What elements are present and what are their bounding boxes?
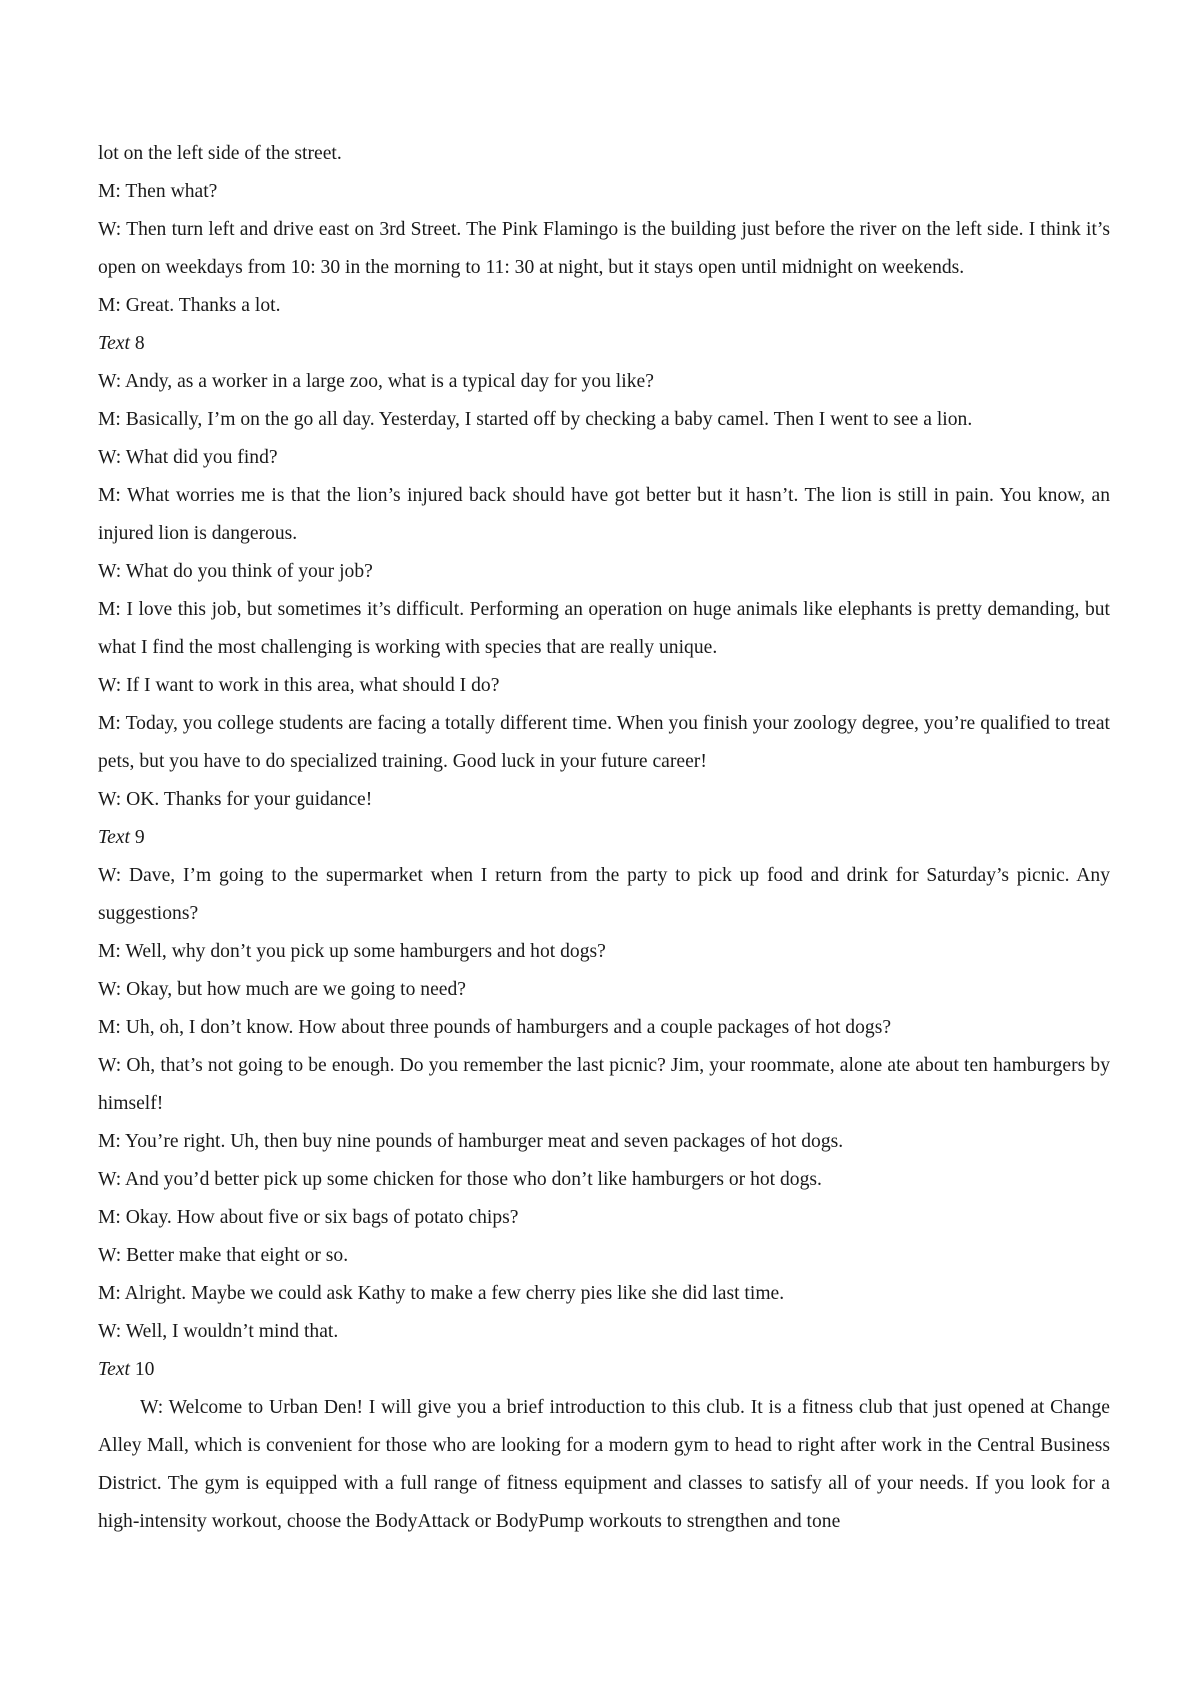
dialogue-line: W: Better make that eight or so. bbox=[98, 1245, 349, 1266]
section-number: 10 bbox=[134, 1359, 155, 1380]
dialogue-line: lot on the left side of the street. bbox=[98, 143, 342, 164]
dialogue-line: M: Today, you college students are facing a totally different time. When you finish your zoology degree, you’re qualified to treat pets, but you have to do specialized training. Good luck in your future career! bbox=[98, 713, 1110, 772]
dialogue-line: M: Well, why don’t you pick up some hamburgers and hot dogs? bbox=[98, 941, 606, 962]
section-number: 9 bbox=[134, 827, 145, 848]
dialogue-line: M: You’re right. Uh, then buy nine pounds of hamburger meat and seven packages of hot dogs. bbox=[98, 1131, 844, 1152]
section-heading-text-10 bbox=[98, 1351, 1110, 1389]
dialogue-line: M: I love this job, but sometimes it’s difficult. Performing an operation on huge animals like elephants is pretty demanding, but what I find the most challenging is working with species that are really unique. bbox=[98, 599, 1110, 658]
dialogue-line: W: Well, I wouldn’t mind that. bbox=[98, 1321, 339, 1342]
dialogue-line: M: Then what? bbox=[98, 181, 218, 202]
dialogue-line: W: What do you think of your job? bbox=[98, 561, 373, 582]
dialogue-line: M: What worries me is that the lion’s injured back should have got better but it hasn’t. The lion is still in pain. You know, an injured lion is dangerous. bbox=[98, 485, 1110, 544]
dialogue-line: M: Great. Thanks a lot. bbox=[98, 295, 281, 316]
section-number: 8 bbox=[134, 333, 145, 354]
dialogue-line: W: If I want to work in this area, what should I do? bbox=[98, 675, 500, 696]
dialogue-line: M: Uh, oh, I don’t know. How about three pounds of hamburgers and a couple packages of hot dogs? bbox=[98, 1017, 892, 1038]
section-heading-text-9 bbox=[98, 819, 1110, 857]
dialogue-line: W: OK. Thanks for your guidance! bbox=[98, 789, 373, 810]
dialogue-line: W: Oh, that’s not going to be enough. Do you remember the last picnic? Jim, your roommate, alone ate about ten hamburgers by himself! bbox=[98, 1055, 1110, 1114]
section-label: Text bbox=[98, 333, 130, 354]
dialogue-line: W: Dave, I’m going to the supermarket when I return from the party to pick up food and drink for Saturday’s picnic. Any suggestions? bbox=[98, 865, 1110, 924]
document-page bbox=[98, 135, 1110, 1541]
dialogue-line: W: What did you find? bbox=[98, 447, 278, 468]
dialogue-line: M: Basically, I’m on the go all day. Yesterday, I started off by checking a baby camel. Then I went to see a lion. bbox=[98, 409, 973, 430]
dialogue-line: W: And you’d better pick up some chicken for those who don’t like hamburgers or hot dogs. bbox=[98, 1169, 822, 1190]
dialogue-line: M: Alright. Maybe we could ask Kathy to make a few cherry pies like she did last time. bbox=[98, 1283, 785, 1304]
section-heading-text-8 bbox=[98, 325, 1110, 363]
dialogue-line: W: Then turn left and drive east on 3rd Street. The Pink Flamingo is the building just before the river on the left side. I think it’s open on weekdays from 10: 30 in the morning to 11: 30 at night, but it stays open until midnight on weekends. bbox=[98, 219, 1110, 278]
dialogue-line: W: Okay, but how much are we going to need? bbox=[98, 979, 466, 1000]
section-label: Text bbox=[98, 827, 130, 848]
dialogue-line: W: Andy, as a worker in a large zoo, what is a typical day for you like? bbox=[98, 371, 654, 392]
section-label: Text bbox=[98, 1359, 130, 1380]
monologue-paragraph: W: Welcome to Urban Den! I will give you a brief introduction to this club. It is a fitness club that just opened at Change Alley Mall, which is convenient for those who are looking for a modern gym to head to right after work in the Central Business District. The gym is equipped with a full range of fitness equipment and classes to satisfy all of your needs. If you look for a high-intensity workout, choose the BodyAttack or BodyPump workouts to strengthen and tone bbox=[98, 1397, 1110, 1532]
dialogue-line: M: Okay. How about five or six bags of potato chips? bbox=[98, 1207, 519, 1228]
